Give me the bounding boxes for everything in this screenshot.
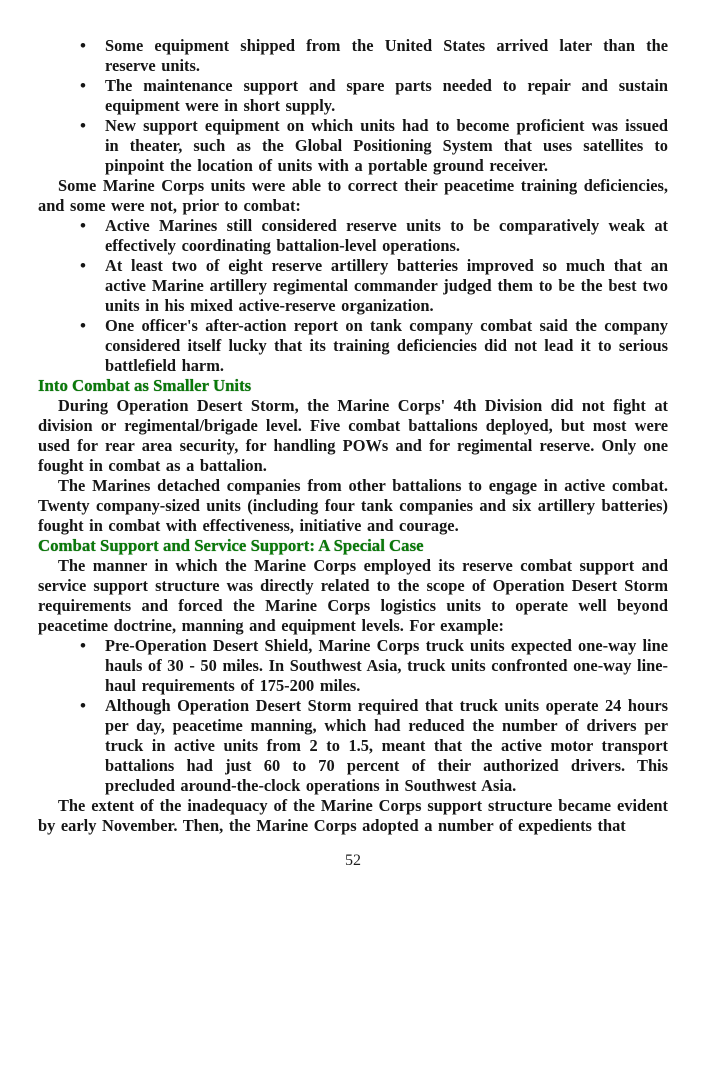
bullet-icon — [80, 116, 86, 136]
list-item-text: One officer's after-action report on tank company combat said the company considered itself lucky that its training deficiencies did not lead it to serious battlefield harm. — [105, 316, 668, 375]
list-item — [38, 696, 668, 796]
list-item-text: Some equipment shipped from the United States arrived later than the reserve units. — [105, 36, 668, 75]
list-item-text: Active Marines still considered reserve units to be comparatively weak at effectively coordinating battalion-level operations. — [105, 216, 668, 255]
paragraph-inadequacy-evident: The extent of the inadequacy of the Marine Corps support structure became evident by early November. Then, the Marine Corps adopted a number of expedients that — [38, 796, 668, 835]
list-item — [38, 116, 668, 176]
section-heading-into-combat: Into Combat as Smaller Units — [38, 376, 252, 395]
list-item-text: At least two of eight reserve artillery batteries improved so much that an active Marine artillery regimental commander judged them to be the best two units in his mixed active-reserve organization. — [105, 256, 668, 315]
list-item — [38, 316, 668, 376]
bullet-list-training-outcomes — [38, 216, 668, 376]
bullet-icon — [80, 316, 86, 336]
list-item — [38, 256, 668, 316]
list-item-text: The maintenance support and spare parts needed to repair and sustain equipment were in short supply. — [105, 76, 668, 115]
paragraph-desert-storm-4th-division: During Operation Desert Storm, the Marine Corps' 4th Division did not fight at division or regimental/brigade level. Five combat battalions deployed, but most were used for rear area security, for handling POWs and for regimental reserve. Only one fought in combat as a battalion. — [38, 396, 668, 475]
list-item — [38, 36, 668, 76]
page-number: 52 — [345, 852, 361, 869]
bullet-icon — [80, 696, 86, 716]
paragraph-support-structure: The manner in which the Marine Corps employed its reserve combat support and service support structure was directly related to the scope of Operation Desert Storm requirements and forced the Marine Corps logistics units to operate well beyond peacetime doctrine, manning and equipment levels. For example: — [38, 556, 668, 635]
bullet-icon — [80, 36, 86, 56]
bullet-icon — [80, 216, 86, 236]
paragraph-training-deficiencies: Some Marine Corps units were able to correct their peacetime training deficiencies, and some were not, prior to combat: — [38, 176, 668, 215]
list-item-text: Although Operation Desert Storm required that truck units operate 24 hours per day, peacetime manning, which had reduced the number of drivers per truck in active units from 2 to 1.5, meant that the active motor transport battalions had just 60 to 70 percent of their authorized drivers. This precluded around-the-clock operations in Southwest Asia. — [105, 696, 668, 795]
list-item — [38, 76, 668, 116]
list-item-text: Pre-Operation Desert Shield, Marine Corps truck units expected one-way line hauls of 30 - 50 miles. In Southwest Asia, truck units confronted one-way line-haul requirements of 175-200 miles. — [105, 636, 668, 695]
bullet-list-logistics-examples — [38, 636, 668, 796]
list-item-text: New support equipment on which units had to become proficient was issued in theater, such as the Global Positioning System that uses satellites to pinpoint the location of units with a portable ground receiver. — [105, 116, 668, 175]
section-heading-combat-support: Combat Support and Service Support: A Special Case — [38, 536, 424, 555]
list-item — [38, 636, 668, 696]
bullet-icon — [80, 636, 86, 656]
bullet-icon — [80, 256, 86, 276]
list-item — [38, 216, 668, 256]
bullet-list-equipment-issues — [38, 36, 668, 176]
bullet-icon — [80, 76, 86, 96]
paragraph-detached-companies: The Marines detached companies from other battalions to engage in active combat. Twenty company-sized units (including four tank companies and six artillery batteries) fought in combat with effectiveness, initiative and courage. — [38, 476, 668, 535]
